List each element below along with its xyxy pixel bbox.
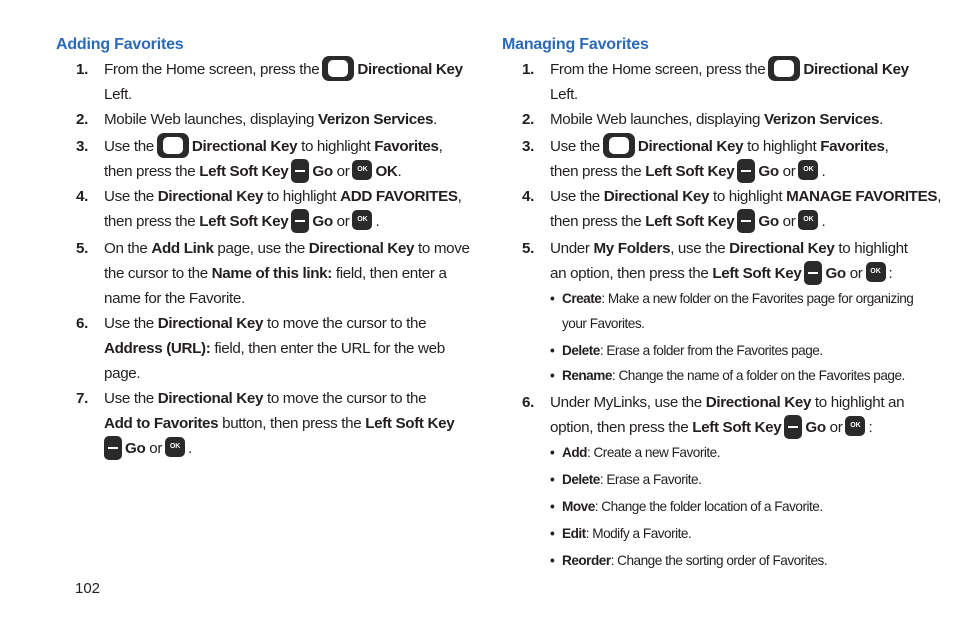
left-soft-key-icon (737, 209, 755, 233)
step-number: 5. (522, 240, 534, 257)
page-number: 102 (75, 580, 101, 597)
step-number: 1. (76, 61, 88, 78)
step-5: 5. Under My Folders, use the Directional Key to highlight an option, then press the Left Soft Key Go or OK : (502, 236, 922, 286)
step-1: 1. From the Home screen, press the Directional Key Left. (502, 57, 922, 107)
left-soft-key-icon (104, 436, 122, 460)
section-heading: Managing Favorites (502, 36, 649, 53)
step-number: 6. (522, 394, 534, 411)
section-heading: Adding Favorites (56, 36, 184, 53)
step-3: 3. Use the Directional Key to highlight Favorites, then press the Left Soft Key Go or OK OK. (56, 134, 456, 184)
step-2: 2. Mobile Web launches, displaying Verizon Services. (56, 107, 456, 132)
step-number: 3. (76, 138, 88, 155)
bullet-icon: • (550, 526, 555, 541)
step-3: 3. Use the Directional Key to highlight Favorites, then press the Left Soft Key Go or OK . (502, 134, 922, 184)
step-7: 7. Use the Directional Key to move the cursor to the Add to Favorites button, then press the Left Soft Key Go or OK . (56, 386, 456, 461)
bullet-item: • Add: Create a new Favorite. (502, 440, 922, 465)
bullet-icon: • (550, 553, 555, 568)
bullet-item: • Create: Make a new folder on the Favorites page for organizing your Favorites. (502, 286, 922, 336)
step-number: 7. (76, 390, 88, 407)
ok-key-icon: OK (352, 210, 372, 230)
ok-key-icon: OK (798, 160, 818, 180)
left-soft-key-icon (737, 159, 755, 183)
step-number: 4. (522, 188, 534, 205)
step-number: 6. (76, 315, 88, 332)
bullet-item: • Reorder: Change the sorting order of Favorites. (502, 548, 922, 573)
adding-favorites-section (56, 34, 470, 461)
bullet-icon: • (550, 499, 555, 514)
step-4: 4. Use the Directional Key to highlight MANAGE FAVORITES, then press the Left Soft Key Go or OK . (502, 184, 922, 234)
step-6: 6. Under MyLinks, use the Directional Key to highlight an option, then press the Left Soft Key Go or OK : (502, 390, 922, 440)
bullet-item: • Rename: Change the name of a folder on the Favorites page. (502, 363, 922, 388)
step-number: 2. (76, 111, 88, 128)
ok-key-icon: OK (352, 160, 372, 180)
step-4: 4. Use the Directional Key to highlight ADD FAVORITES, then press the Left Soft Key Go or OK . (56, 184, 456, 234)
left-soft-key-icon (291, 209, 309, 233)
bullet-item: • Delete: Erase a folder from the Favorites page. (502, 338, 922, 363)
left-soft-key-icon (804, 261, 822, 285)
step-2: 2. Mobile Web launches, displaying Verizon Services. (502, 107, 922, 132)
bullet-icon: • (550, 368, 555, 383)
directional-key-icon (157, 133, 189, 158)
ok-key-icon: OK (798, 210, 818, 230)
step-number: 3. (522, 138, 534, 155)
directional-key-icon (603, 133, 635, 158)
bullet-icon: • (550, 291, 555, 306)
bullet-icon: • (550, 472, 555, 487)
bullet-icon: • (550, 343, 555, 358)
directional-key-icon (322, 56, 354, 81)
bullet-item: • Delete: Erase a Favorite. (502, 467, 922, 492)
step-number: 2. (522, 111, 534, 128)
step-6: 6. Use the Directional Key to move the cursor to the Address (URL): field, then enter the URL for the web page. (56, 311, 456, 386)
directional-key-icon (768, 56, 800, 81)
bullet-item: • Edit: Modify a Favorite. (502, 521, 922, 546)
ok-key-icon: OK (845, 416, 865, 436)
step-number: 1. (522, 61, 534, 78)
bullet-icon: • (550, 445, 555, 460)
ok-key-icon: OK (866, 262, 886, 282)
left-soft-key-icon (784, 415, 802, 439)
left-soft-key-icon (291, 159, 309, 183)
ok-key-icon: OK (165, 437, 185, 457)
step-5: 5. On the Add Link page, use the Directional Key to move the cursor to the Name of this link: field, then enter a name for the Favorite. (56, 236, 456, 311)
bullet-item: • Move: Change the folder location of a Favorite. (502, 494, 922, 519)
step-number: 4. (76, 188, 88, 205)
step-number: 5. (76, 240, 88, 257)
managing-favorites-section (502, 34, 942, 573)
step-1: 1. From the Home screen, press the Directional Key Left. (56, 57, 456, 107)
